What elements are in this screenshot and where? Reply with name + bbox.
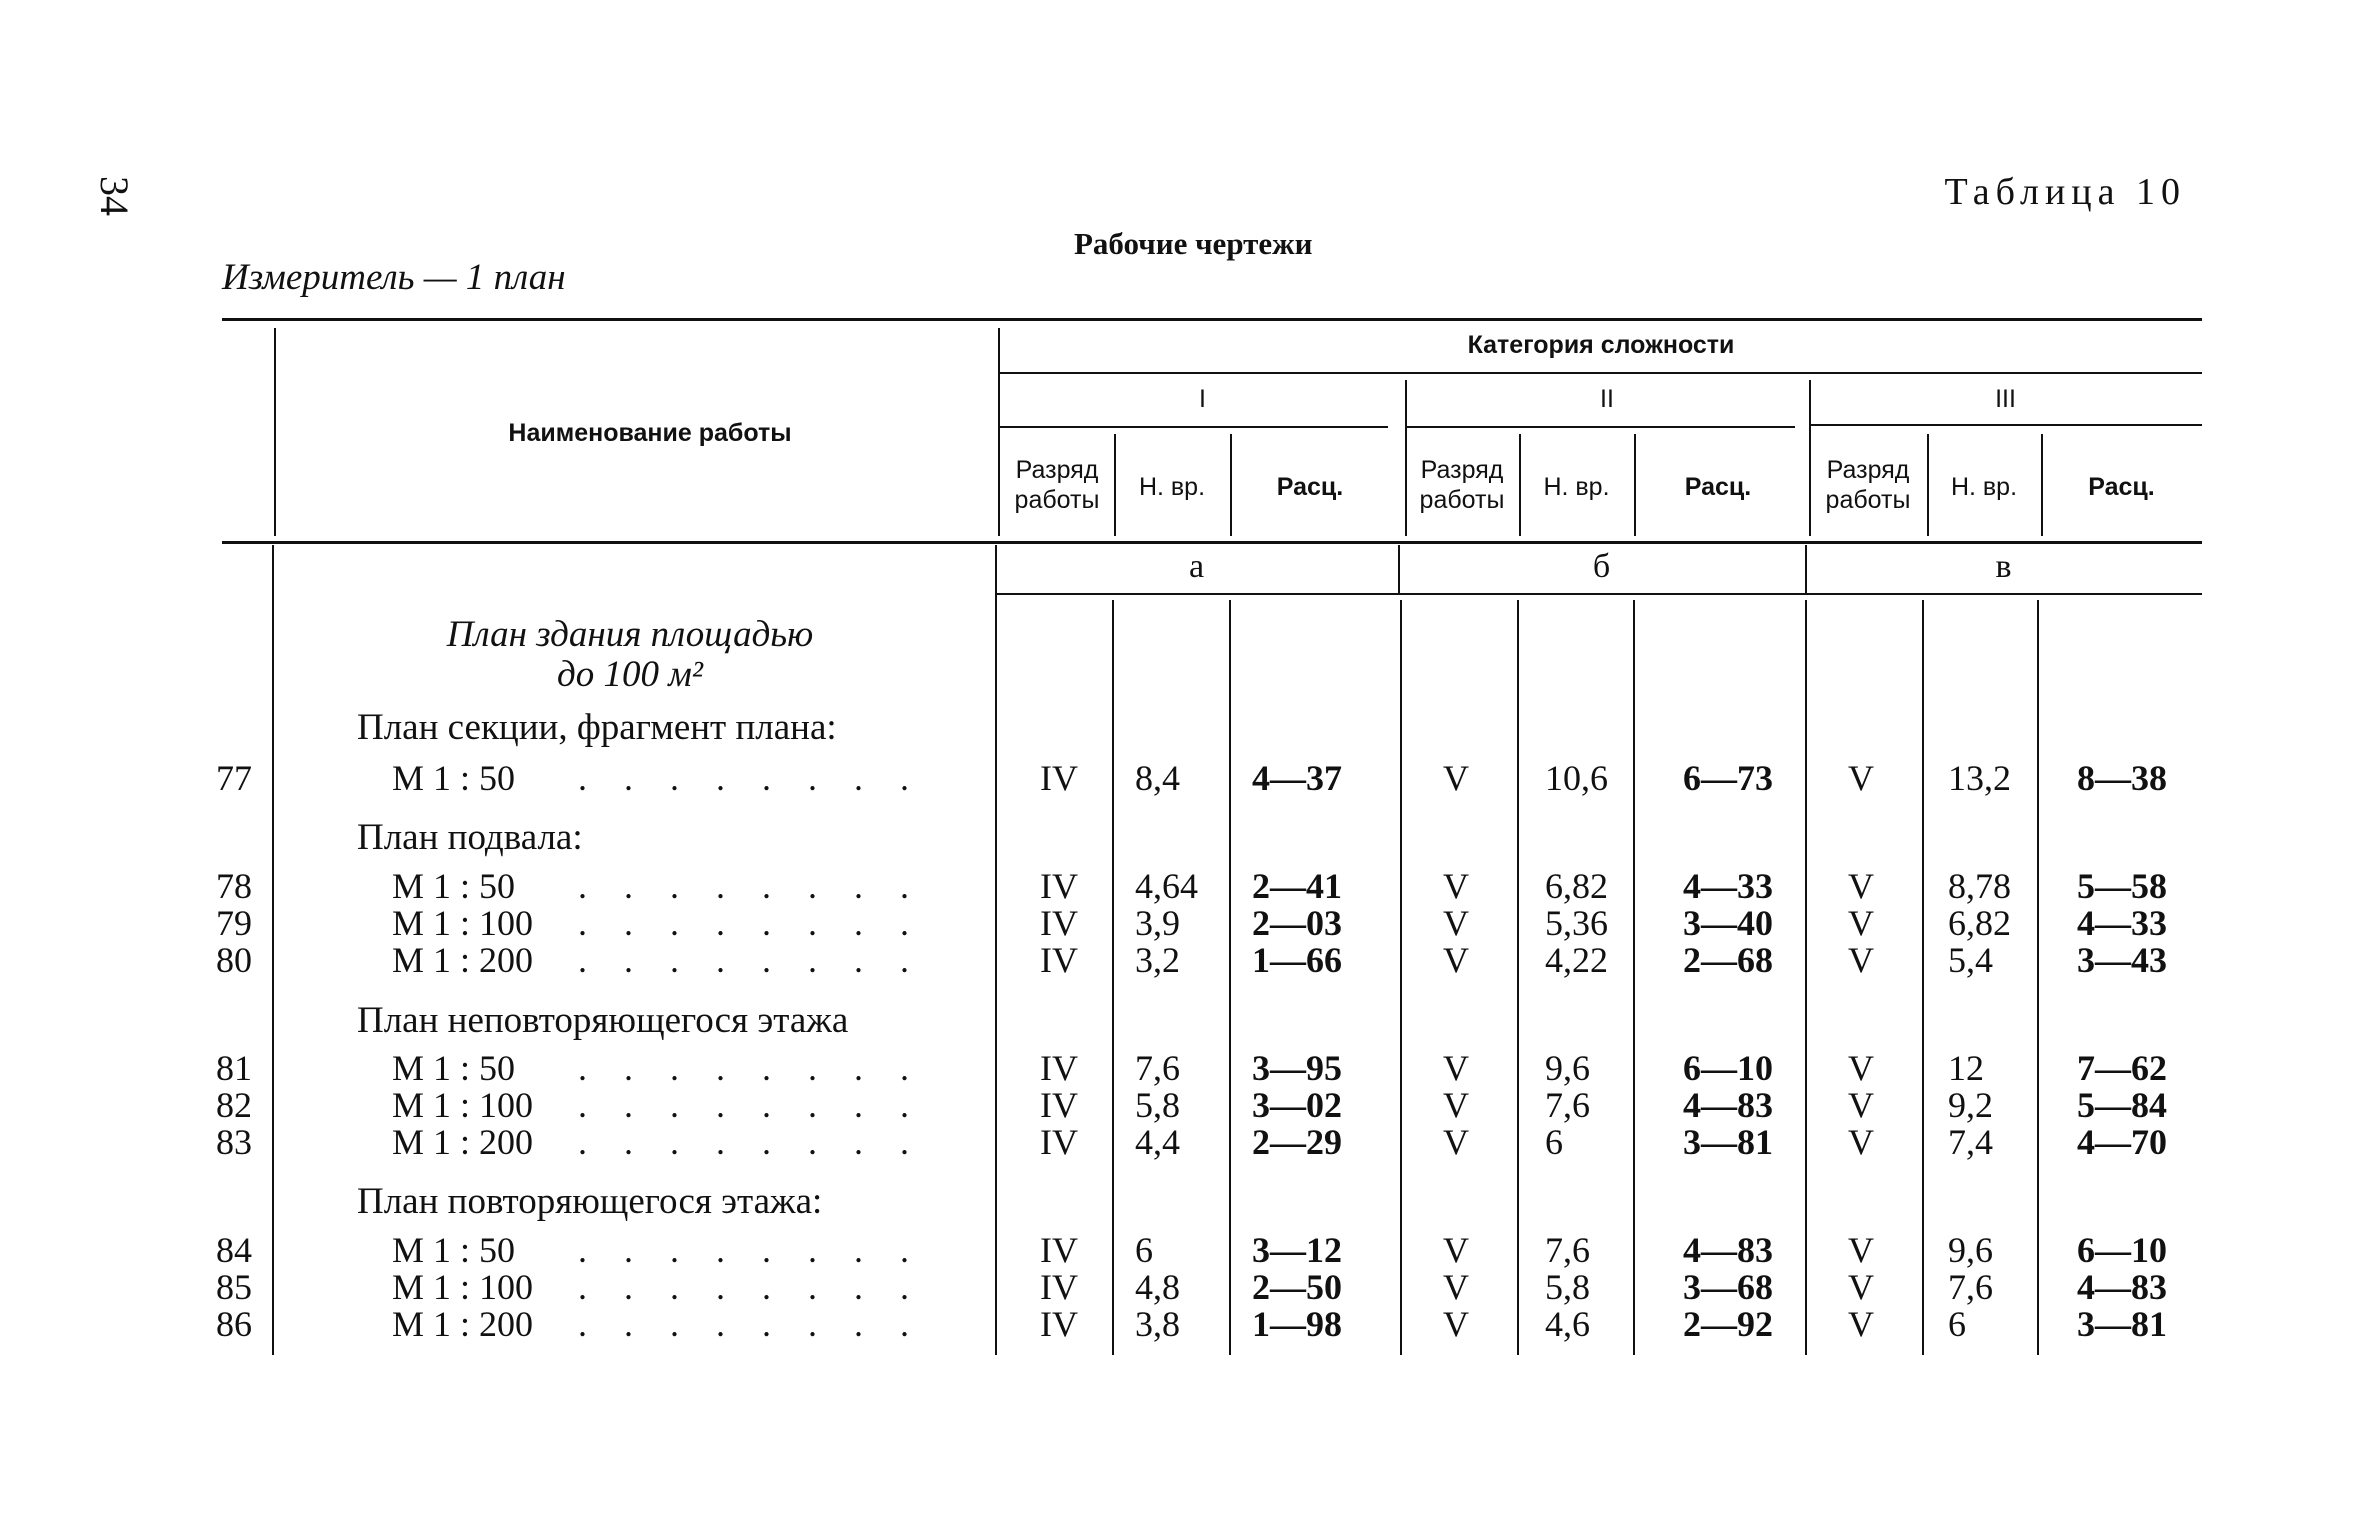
cell-r2: 4—33 xyxy=(1683,866,1773,906)
cell-name: М 1 : 200 xyxy=(392,1122,534,1162)
table-row xyxy=(0,1232,2362,1268)
cell-g1: IV xyxy=(1040,1230,1078,1270)
hours-header: Н. вр. xyxy=(1950,473,2018,501)
cell-h3: 8,78 xyxy=(1948,866,2011,906)
table-row xyxy=(0,760,2362,796)
cell-no: 85 xyxy=(216,1267,252,1307)
cell-dots: . . . . . . . . xyxy=(578,1122,923,1162)
cell-h3: 7,6 xyxy=(1948,1267,1993,1307)
cell-g1: IV xyxy=(1040,940,1078,980)
table-row xyxy=(0,942,2362,978)
cell-name: М 1 : 200 xyxy=(392,940,534,980)
cell-name: М 1 : 100 xyxy=(392,1267,534,1307)
cell-g3: V xyxy=(1848,1122,1874,1162)
cell-dots: . . . . . . . . xyxy=(578,940,923,980)
cell-r3: 5—84 xyxy=(2077,1085,2167,1125)
cell-h1: 7,6 xyxy=(1135,1048,1180,1088)
table-row xyxy=(0,1306,2362,1342)
cell-g3: V xyxy=(1848,1304,1874,1344)
cell-h2: 7,6 xyxy=(1545,1085,1590,1125)
cell-g1: IV xyxy=(1040,1267,1078,1307)
cell-g2: V xyxy=(1443,866,1469,906)
section-heading: План неповторяющегося этажа xyxy=(357,1000,849,1041)
cell-h3: 9,6 xyxy=(1948,1230,1993,1270)
cell-h2: 5,8 xyxy=(1545,1267,1590,1307)
cell-g3: V xyxy=(1848,866,1874,906)
hours-header: Н. вр. xyxy=(1138,473,1206,501)
cell-g3: V xyxy=(1848,1085,1874,1125)
cell-r2: 2—92 xyxy=(1683,1304,1773,1344)
cell-r2: 6—73 xyxy=(1683,758,1773,798)
cell-g2: V xyxy=(1443,758,1469,798)
grade-header: Разряд работы xyxy=(1419,456,1505,514)
cell-h2: 5,36 xyxy=(1545,903,1608,943)
category-2-header: II xyxy=(1600,385,1614,413)
cell-r3: 3—81 xyxy=(2077,1304,2167,1344)
cell-name: М 1 : 100 xyxy=(392,903,534,943)
cell-g1: IV xyxy=(1040,1085,1078,1125)
cell-r3: 3—43 xyxy=(2077,940,2167,980)
cell-h3: 5,4 xyxy=(1948,940,1993,980)
cell-h1: 3,8 xyxy=(1135,1304,1180,1344)
table-row xyxy=(0,1087,2362,1123)
cell-r2: 4—83 xyxy=(1683,1230,1773,1270)
cell-dots: . . . . . . . . xyxy=(578,1304,923,1344)
cell-r3: 4—83 xyxy=(2077,1267,2167,1307)
cell-g1: IV xyxy=(1040,903,1078,943)
column-letter-v: в xyxy=(1995,548,2012,585)
cell-r2: 4—83 xyxy=(1683,1085,1773,1125)
cell-r3: 7—62 xyxy=(2077,1048,2167,1088)
cell-h2: 6 xyxy=(1545,1122,1563,1162)
cell-h2: 4,6 xyxy=(1545,1304,1590,1344)
cell-dots: . . . . . . . . xyxy=(578,1048,923,1088)
section-area-title: План здания площадью до 100 м² xyxy=(446,614,814,695)
cell-r1: 2—03 xyxy=(1252,903,1342,943)
cell-r1: 1—66 xyxy=(1252,940,1342,980)
cell-r1: 3—12 xyxy=(1252,1230,1342,1270)
cell-name: М 1 : 50 xyxy=(392,758,516,798)
cell-no: 86 xyxy=(216,1304,252,1344)
cell-h3: 13,2 xyxy=(1948,758,2011,798)
rate-header: Расц. xyxy=(1276,473,1344,501)
cell-h3: 12 xyxy=(1948,1048,1984,1088)
cell-dots: . . . . . . . . xyxy=(578,1230,923,1270)
cell-r2: 3—68 xyxy=(1683,1267,1773,1307)
table-label: Таблица 10 xyxy=(1944,171,2186,213)
cell-g2: V xyxy=(1443,1230,1469,1270)
cell-name: М 1 : 50 xyxy=(392,1048,516,1088)
cell-h3: 7,4 xyxy=(1948,1122,1993,1162)
cell-r1: 1—98 xyxy=(1252,1304,1342,1344)
cell-no: 77 xyxy=(216,758,252,798)
table-row xyxy=(0,905,2362,941)
measure-unit: Измеритель — 1 план xyxy=(222,257,566,298)
cell-g2: V xyxy=(1443,1048,1469,1088)
table-row xyxy=(0,1269,2362,1305)
table-title: Рабочие чертежи xyxy=(1074,226,1313,261)
cell-h1: 4,64 xyxy=(1135,866,1198,906)
cell-h1: 5,8 xyxy=(1135,1085,1180,1125)
cell-r1: 4—37 xyxy=(1252,758,1342,798)
page-number: 34 xyxy=(92,176,137,216)
cell-g3: V xyxy=(1848,1048,1874,1088)
section-heading: План секции, фрагмент плана: xyxy=(357,707,837,748)
cell-g2: V xyxy=(1443,940,1469,980)
cell-r1: 3—95 xyxy=(1252,1048,1342,1088)
cell-dots: . . . . . . . . xyxy=(578,866,923,906)
cell-dots: . . . . . . . . xyxy=(578,1267,923,1307)
cell-h3: 6,82 xyxy=(1948,903,2011,943)
cell-r2: 6—10 xyxy=(1683,1048,1773,1088)
cell-h3: 6 xyxy=(1948,1304,1966,1344)
cell-no: 82 xyxy=(216,1085,252,1125)
work-name-header: Наименование работы xyxy=(508,419,792,447)
cell-g1: IV xyxy=(1040,866,1078,906)
cell-g3: V xyxy=(1848,1267,1874,1307)
cell-r1: 2—50 xyxy=(1252,1267,1342,1307)
cell-g3: V xyxy=(1848,903,1874,943)
cell-g1: IV xyxy=(1040,1304,1078,1344)
cell-g2: V xyxy=(1443,903,1469,943)
cell-r3: 8—38 xyxy=(2077,758,2167,798)
cell-g2: V xyxy=(1443,1304,1469,1344)
cell-r1: 3—02 xyxy=(1252,1085,1342,1125)
cell-g1: IV xyxy=(1040,1048,1078,1088)
cell-name: М 1 : 200 xyxy=(392,1304,534,1344)
cell-g2: V xyxy=(1443,1122,1469,1162)
cell-r1: 2—41 xyxy=(1252,866,1342,906)
cell-g2: V xyxy=(1443,1085,1469,1125)
complexity-header: Категория сложности xyxy=(1467,331,1735,359)
hours-header: Н. вр. xyxy=(1543,473,1610,501)
cell-h3: 9,2 xyxy=(1948,1085,1993,1125)
grade-header: Разряд работы xyxy=(1825,456,1911,514)
rate-header: Расц. xyxy=(2088,473,2155,501)
cell-r3: 4—33 xyxy=(2077,903,2167,943)
cell-h1: 6 xyxy=(1135,1230,1153,1270)
cell-r2: 3—81 xyxy=(1683,1122,1773,1162)
cell-g1: IV xyxy=(1040,1122,1078,1162)
category-1-header: I xyxy=(1199,385,1206,413)
column-letter-b: б xyxy=(1592,548,1611,585)
cell-h2: 7,6 xyxy=(1545,1230,1590,1270)
cell-h1: 3,9 xyxy=(1135,903,1180,943)
cell-r3: 4—70 xyxy=(2077,1122,2167,1162)
cell-r2: 2—68 xyxy=(1683,940,1773,980)
category-3-header: III xyxy=(1995,385,2016,413)
cell-no: 81 xyxy=(216,1048,252,1088)
section-heading: План повторяющегося этажа: xyxy=(357,1181,823,1222)
cell-h2: 6,82 xyxy=(1545,866,1608,906)
cell-no: 78 xyxy=(216,866,252,906)
table-row xyxy=(0,1050,2362,1086)
cell-name: М 1 : 100 xyxy=(392,1085,534,1125)
cell-h1: 4,4 xyxy=(1135,1122,1180,1162)
cell-r1: 2—29 xyxy=(1252,1122,1342,1162)
cell-g3: V xyxy=(1848,1230,1874,1270)
cell-name: М 1 : 50 xyxy=(392,866,516,906)
cell-no: 83 xyxy=(216,1122,252,1162)
cell-h1: 4,8 xyxy=(1135,1267,1180,1307)
cell-h2: 9,6 xyxy=(1545,1048,1590,1088)
table-row xyxy=(0,1124,2362,1160)
cell-name: М 1 : 50 xyxy=(392,1230,516,1270)
cell-r2: 3—40 xyxy=(1683,903,1773,943)
cell-g2: V xyxy=(1443,1267,1469,1307)
rate-header: Расц. xyxy=(1684,473,1752,501)
cell-dots: . . . . . . . . xyxy=(578,903,923,943)
cell-r3: 5—58 xyxy=(2077,866,2167,906)
cell-no: 79 xyxy=(216,903,252,943)
cell-h2: 10,6 xyxy=(1545,758,1608,798)
cell-h2: 4,22 xyxy=(1545,940,1608,980)
cell-g3: V xyxy=(1848,940,1874,980)
cell-g3: V xyxy=(1848,758,1874,798)
cell-g1: IV xyxy=(1040,758,1078,798)
column-letter-a: а xyxy=(1188,548,1205,585)
cell-no: 84 xyxy=(216,1230,252,1270)
cell-r3: 6—10 xyxy=(2077,1230,2167,1270)
cell-h1: 3,2 xyxy=(1135,940,1180,980)
cell-dots: . . . . . . . . xyxy=(578,1085,923,1125)
table-row xyxy=(0,868,2362,904)
cell-no: 80 xyxy=(216,940,252,980)
grade-header: Разряд работы xyxy=(1014,456,1100,514)
section-heading: План подвала: xyxy=(357,817,583,858)
cell-h1: 8,4 xyxy=(1135,758,1180,798)
cell-dots: . . . . . . . . xyxy=(578,758,923,798)
